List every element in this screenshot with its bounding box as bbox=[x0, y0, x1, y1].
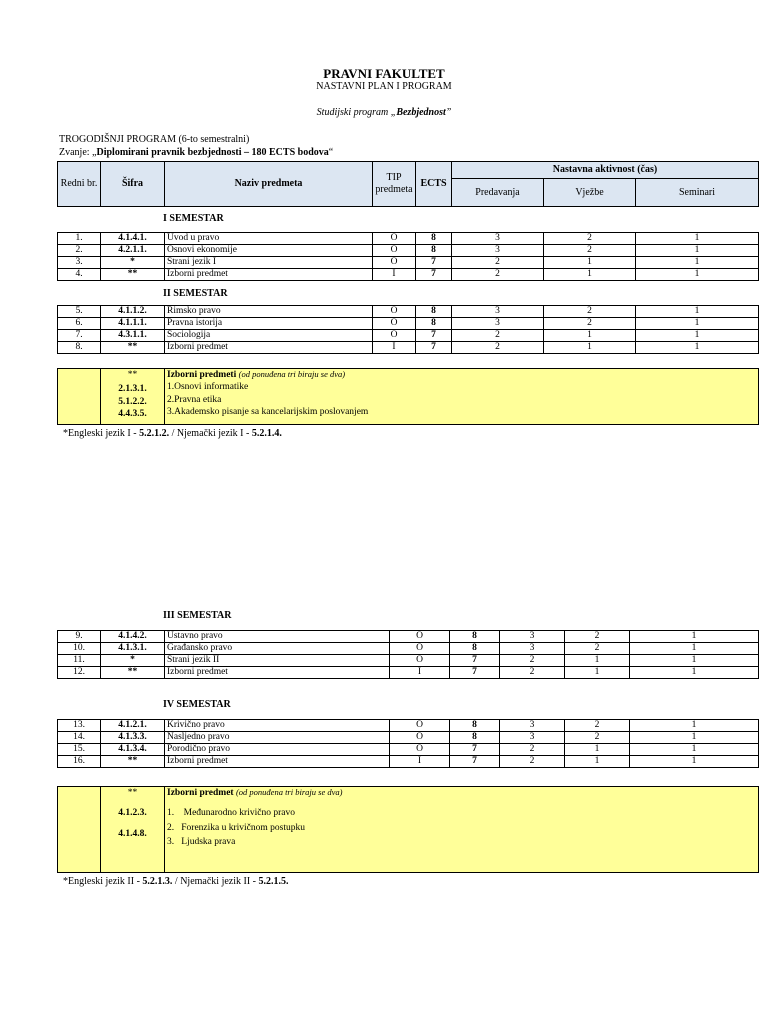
table-row bbox=[58, 269, 759, 281]
row-vjezbe: 2 bbox=[544, 245, 636, 257]
row-ects: 8 bbox=[450, 732, 500, 744]
row-ects: 7 bbox=[416, 257, 452, 269]
row-tip: O bbox=[373, 306, 416, 318]
table-row bbox=[58, 245, 759, 257]
elective-marker: ** bbox=[127, 788, 138, 798]
row-code: 4.1.3.3. bbox=[101, 732, 165, 744]
row-name: Izborni predmet bbox=[165, 667, 390, 679]
row-name: Osnovi ekonomije bbox=[165, 245, 373, 257]
row-tip: O bbox=[390, 720, 450, 732]
col-ects: ECTS bbox=[416, 162, 452, 207]
row-seminari: 1 bbox=[630, 655, 759, 667]
semester-title: IV SEMESTAR bbox=[163, 699, 231, 710]
row-code: * bbox=[101, 655, 165, 667]
elective-code: 4.1.2.3. bbox=[118, 808, 147, 819]
semester-title: I SEMESTAR bbox=[163, 213, 224, 224]
row-number: 13. bbox=[58, 720, 101, 732]
row-seminari: 1 bbox=[630, 631, 759, 643]
row-vjezbe: 1 bbox=[544, 342, 636, 354]
row-predavanja: 2 bbox=[452, 330, 544, 342]
row-seminari: 1 bbox=[630, 720, 759, 732]
row-number: 5. bbox=[58, 306, 101, 318]
row-seminari: 1 bbox=[636, 233, 759, 245]
table-row bbox=[58, 257, 759, 269]
elective-item: 3.Akademsko pisanje sa kancelarijskim poslovanjem bbox=[167, 407, 369, 418]
row-ects: 7 bbox=[450, 744, 500, 756]
footnote-text: / Njemački jezik I - bbox=[169, 428, 252, 439]
zvanje-suffix: “ bbox=[328, 147, 334, 158]
program-line bbox=[0, 107, 768, 118]
footnote bbox=[63, 876, 289, 887]
footnote-code: 5.2.1.4. bbox=[251, 428, 282, 439]
row-vjezbe: 1 bbox=[565, 667, 630, 679]
table-row bbox=[58, 756, 759, 768]
row-seminari: 1 bbox=[636, 330, 759, 342]
col-redni: Redni br. bbox=[58, 162, 101, 207]
row-name: Izborni predmet bbox=[165, 342, 373, 354]
footnote-text: *Engleski jezik II - bbox=[63, 876, 143, 887]
elective-blank bbox=[58, 369, 101, 425]
elective-note: (od ponuđena tri biraju se dva) bbox=[235, 787, 343, 797]
row-name: Nasljedno pravo bbox=[165, 732, 390, 744]
row-code: 4.1.1.1. bbox=[101, 318, 165, 330]
row-vjezbe: 2 bbox=[544, 318, 636, 330]
row-seminari: 1 bbox=[630, 744, 759, 756]
row-number: 10. bbox=[58, 643, 101, 655]
row-seminari: 1 bbox=[636, 257, 759, 269]
row-ects: 8 bbox=[416, 245, 452, 257]
row-tip: O bbox=[390, 744, 450, 756]
row-vjezbe: 1 bbox=[565, 744, 630, 756]
column-header-table bbox=[57, 161, 759, 207]
row-number: 14. bbox=[58, 732, 101, 744]
elective-item: 1. Međunarodno krivično pravo bbox=[167, 808, 295, 819]
table-row bbox=[58, 233, 759, 245]
row-predavanja: 3 bbox=[452, 306, 544, 318]
row-code: ** bbox=[101, 269, 165, 281]
zvanje-line bbox=[59, 147, 333, 158]
row-ects: 8 bbox=[416, 233, 452, 245]
row-predavanja: 3 bbox=[500, 631, 565, 643]
elective-marker: ** bbox=[127, 370, 138, 380]
row-name: Ustavno pravo bbox=[165, 631, 390, 643]
footnote-text: / Njemački jezik II - bbox=[172, 876, 259, 887]
row-vjezbe: 1 bbox=[565, 655, 630, 667]
row-number: 4. bbox=[58, 269, 101, 281]
row-code: * bbox=[101, 257, 165, 269]
row-name: Porodično pravo bbox=[165, 744, 390, 756]
col-sifra: Šifra bbox=[101, 162, 165, 207]
table-row bbox=[58, 655, 759, 667]
row-number: 11. bbox=[58, 655, 101, 667]
row-seminari: 1 bbox=[630, 643, 759, 655]
row-seminari: 1 bbox=[636, 306, 759, 318]
row-seminari: 1 bbox=[630, 667, 759, 679]
row-code: 4.2.1.1. bbox=[101, 245, 165, 257]
row-vjezbe: 1 bbox=[544, 330, 636, 342]
row-number: 16. bbox=[58, 756, 101, 768]
footnote-text: *Engleski jezik I - bbox=[63, 428, 140, 439]
zvanje-prefix: Zvanje: „ bbox=[59, 147, 97, 158]
semester-title: III SEMESTAR bbox=[163, 610, 232, 621]
row-ects: 7 bbox=[416, 342, 452, 354]
row-code: 4.1.4.2. bbox=[101, 631, 165, 643]
row-number: 7. bbox=[58, 330, 101, 342]
elective-code: 4.1.4.8. bbox=[118, 828, 147, 839]
page-subtitle: NASTAVNI PLAN I PROGRAM bbox=[316, 81, 452, 92]
table-row bbox=[58, 342, 759, 354]
row-predavanja: 2 bbox=[500, 744, 565, 756]
row-name: Rimsko pravo bbox=[165, 306, 373, 318]
row-tip: O bbox=[373, 318, 416, 330]
table-row bbox=[58, 306, 759, 318]
row-number: 15. bbox=[58, 744, 101, 756]
row-predavanja: 2 bbox=[500, 756, 565, 768]
elective-code: 4.4.3.5. bbox=[118, 409, 147, 420]
elective-list bbox=[165, 787, 759, 873]
semester-table bbox=[57, 232, 759, 281]
table-row bbox=[58, 732, 759, 744]
table-row bbox=[58, 330, 759, 342]
footnote-code: 5.2.1.5. bbox=[258, 876, 289, 887]
elective-list bbox=[165, 369, 759, 425]
semester-table bbox=[57, 305, 759, 354]
row-number: 1. bbox=[58, 233, 101, 245]
row-predavanja: 2 bbox=[452, 269, 544, 281]
elective-box bbox=[57, 368, 759, 425]
row-name: Uvod u pravo bbox=[165, 233, 373, 245]
row-ects: 7 bbox=[450, 756, 500, 768]
elective-item: 1.Osnovi informatike bbox=[167, 382, 249, 393]
elective-note: (od ponuđena tri biraju se dva) bbox=[238, 369, 346, 379]
row-number: 12. bbox=[58, 667, 101, 679]
program-suffix: ” bbox=[445, 107, 452, 118]
row-name: Krivično pravo bbox=[165, 720, 390, 732]
row-name: Pravna istorija bbox=[165, 318, 373, 330]
row-tip: I bbox=[373, 342, 416, 354]
row-vjezbe: 2 bbox=[544, 306, 636, 318]
row-number: 2. bbox=[58, 245, 101, 257]
elective-item: 2. Forenzika u krivičnom postupku bbox=[167, 822, 305, 833]
row-tip: O bbox=[373, 330, 416, 342]
program-prefix: Studijski program „ bbox=[316, 107, 397, 118]
program-duration: TROGODIŠNJI PROGRAM (6-to semestralni) bbox=[59, 134, 250, 145]
row-ects: 7 bbox=[450, 667, 500, 679]
program-name: Bezbjednost bbox=[396, 107, 446, 118]
row-name: Građansko pravo bbox=[165, 643, 390, 655]
row-vjezbe: 1 bbox=[565, 756, 630, 768]
row-number: 6. bbox=[58, 318, 101, 330]
row-tip: I bbox=[390, 667, 450, 679]
row-tip: O bbox=[373, 233, 416, 245]
row-predavanja: 3 bbox=[452, 245, 544, 257]
row-ects: 8 bbox=[416, 318, 452, 330]
row-tip: O bbox=[373, 257, 416, 269]
semester-table bbox=[57, 719, 759, 768]
zvanje-value: Diplomirani pravnik bezbjednosti – 180 ECTS bodova bbox=[96, 147, 329, 158]
row-seminari: 1 bbox=[630, 732, 759, 744]
page-title: PRAVNI FAKULTET bbox=[323, 66, 445, 81]
row-tip: O bbox=[390, 643, 450, 655]
elective-codes bbox=[101, 787, 165, 873]
row-number: 9. bbox=[58, 631, 101, 643]
row-vjezbe: 2 bbox=[565, 720, 630, 732]
row-name: Izborni predmet bbox=[165, 756, 390, 768]
elective-code: 5.1.2.2. bbox=[118, 396, 147, 407]
table-row bbox=[58, 643, 759, 655]
row-code: ** bbox=[101, 342, 165, 354]
elective-title: Izborni predmeti bbox=[167, 370, 237, 380]
row-ects: 8 bbox=[450, 631, 500, 643]
footnote bbox=[63, 428, 282, 439]
col-seminari: Seminari bbox=[636, 179, 759, 207]
row-predavanja: 3 bbox=[452, 233, 544, 245]
row-seminari: 1 bbox=[636, 269, 759, 281]
row-tip: I bbox=[390, 756, 450, 768]
elective-item: 2.Pravna etika bbox=[167, 394, 222, 405]
row-code: 4.1.2.1. bbox=[101, 720, 165, 732]
row-predavanja: 2 bbox=[452, 342, 544, 354]
row-tip: O bbox=[373, 245, 416, 257]
row-vjezbe: 2 bbox=[565, 631, 630, 643]
table-row bbox=[58, 318, 759, 330]
table-row bbox=[58, 720, 759, 732]
col-tip: TIP predmeta bbox=[373, 162, 416, 207]
row-vjezbe: 2 bbox=[565, 643, 630, 655]
row-code: ** bbox=[101, 667, 165, 679]
row-predavanja: 3 bbox=[452, 318, 544, 330]
row-predavanja: 2 bbox=[500, 655, 565, 667]
row-seminari: 1 bbox=[636, 342, 759, 354]
col-naziv: Naziv predmeta bbox=[165, 162, 373, 207]
table-row bbox=[58, 667, 759, 679]
row-name: Strani jezik II bbox=[165, 655, 390, 667]
row-number: 3. bbox=[58, 257, 101, 269]
elective-codes bbox=[101, 369, 165, 425]
row-code: 4.1.4.1. bbox=[101, 233, 165, 245]
row-ects: 7 bbox=[416, 269, 452, 281]
row-predavanja: 3 bbox=[500, 643, 565, 655]
elective-code: 2.1.3.1. bbox=[118, 384, 147, 395]
row-code: 4.3.1.1. bbox=[101, 330, 165, 342]
row-seminari: 1 bbox=[636, 245, 759, 257]
row-tip: O bbox=[390, 655, 450, 667]
row-ects: 8 bbox=[450, 720, 500, 732]
row-code: 4.1.3.4. bbox=[101, 744, 165, 756]
semester-title: II SEMESTAR bbox=[163, 288, 228, 299]
row-ects: 7 bbox=[416, 330, 452, 342]
row-code: ** bbox=[101, 756, 165, 768]
row-predavanja: 3 bbox=[500, 732, 565, 744]
row-code: 4.1.1.2. bbox=[101, 306, 165, 318]
table-row bbox=[58, 631, 759, 643]
row-predavanja: 3 bbox=[500, 720, 565, 732]
row-name: Izborni predmet bbox=[165, 269, 373, 281]
footnote-code: 5.2.1.2. bbox=[139, 428, 170, 439]
elective-blank bbox=[58, 787, 101, 873]
row-vjezbe: 2 bbox=[544, 233, 636, 245]
row-tip: I bbox=[373, 269, 416, 281]
col-nastava: Nastavna aktivnost (čas) bbox=[452, 162, 759, 179]
row-seminari: 1 bbox=[630, 756, 759, 768]
footnote-code: 5.2.1.3. bbox=[142, 876, 173, 887]
row-code: 4.1.3.1. bbox=[101, 643, 165, 655]
table-row bbox=[58, 744, 759, 756]
row-vjezbe: 1 bbox=[544, 269, 636, 281]
col-vjezbe: Vježbe bbox=[544, 179, 636, 207]
row-tip: O bbox=[390, 732, 450, 744]
elective-item: 3. Ljudska prava bbox=[167, 837, 236, 848]
elective-box bbox=[57, 786, 759, 873]
row-predavanja: 2 bbox=[452, 257, 544, 269]
row-predavanja: 2 bbox=[500, 667, 565, 679]
row-ects: 8 bbox=[416, 306, 452, 318]
row-tip: O bbox=[390, 631, 450, 643]
row-vjezbe: 2 bbox=[565, 732, 630, 744]
row-ects: 7 bbox=[450, 655, 500, 667]
row-seminari: 1 bbox=[636, 318, 759, 330]
elective-title: Izborni predmet bbox=[167, 788, 234, 798]
col-predavanja: Predavanja bbox=[452, 179, 544, 207]
semester-table bbox=[57, 630, 759, 679]
row-number: 8. bbox=[58, 342, 101, 354]
row-ects: 8 bbox=[450, 643, 500, 655]
row-name: Sociologija bbox=[165, 330, 373, 342]
row-name: Strani jezik I bbox=[165, 257, 373, 269]
row-vjezbe: 1 bbox=[544, 257, 636, 269]
